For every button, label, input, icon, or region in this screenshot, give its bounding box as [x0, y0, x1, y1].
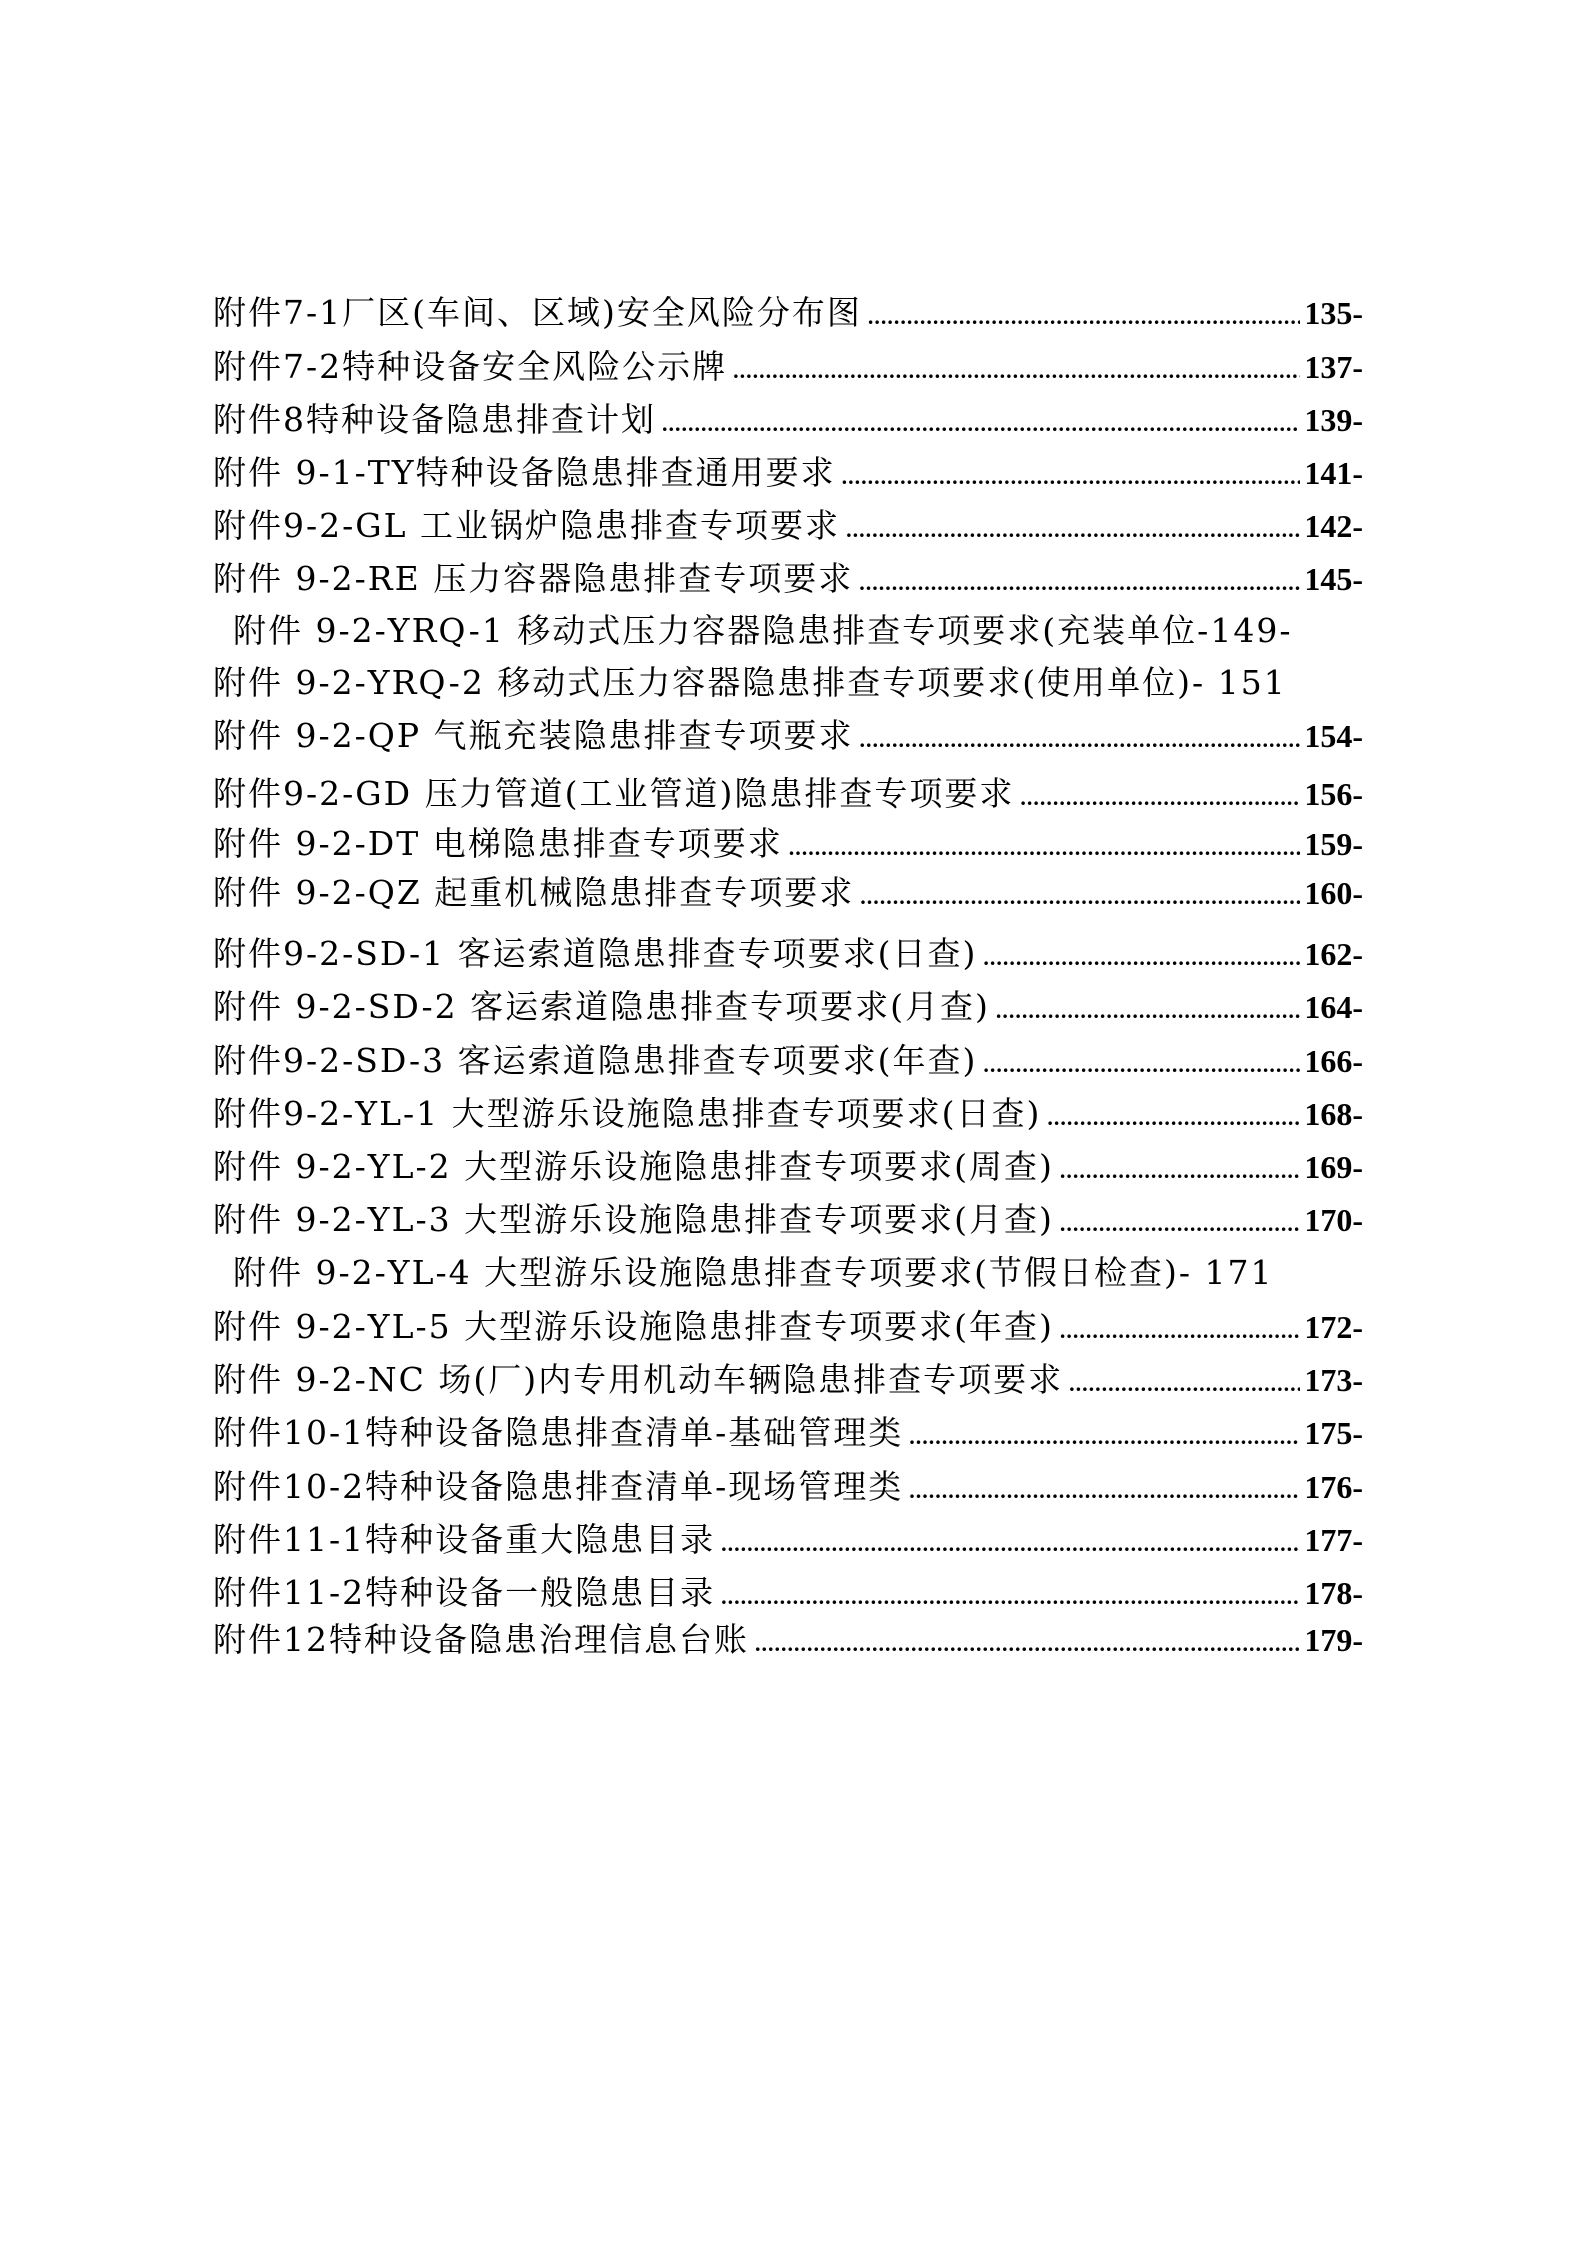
toc-dot-leader [1060, 1149, 1300, 1193]
toc-entry-page: 139- [1304, 402, 1363, 438]
toc-entry[interactable] [213, 1411, 1363, 1455]
toc-entry-page: 156- [1304, 776, 1363, 812]
toc-dot-leader [662, 402, 1300, 446]
toc-entry-page: 175- [1304, 1415, 1363, 1451]
toc-dot-leader [983, 1043, 1300, 1087]
toc-dot-leader [860, 718, 1301, 762]
toc-entry-title: 附件 9-2-YL-2 大型游乐设施隐患排查专项要求(周查) [213, 1147, 1054, 1186]
toc-entry-title: 附件11-1特种设备重大隐患目录 [213, 1520, 716, 1559]
toc-entry-title: 附件 9-2-DT 电梯隐患排查专项要求 [213, 824, 783, 863]
toc-dot-leader [996, 989, 1301, 1033]
toc-entry[interactable] [213, 1145, 1363, 1189]
toc-entry-title: 附件8特种设备隐患排查计划 [213, 400, 656, 439]
toc-entry-page: 141- [1304, 455, 1363, 491]
toc-entry-title: 附件9-2-SD-3 客运索道隐患排查专项要求(年查) [213, 1041, 978, 1080]
toc-entry-page: 176- [1304, 1469, 1363, 1505]
toc-entry-title: 附件 9-2-YL-4 大型游乐设施隐患排查专项要求(节假日检查)- 171 [233, 1253, 1274, 1292]
toc-entry[interactable] [213, 557, 1363, 601]
toc-entry-title: 附件9-2-YL-1 大型游乐设施隐患排查专项要求(日查) [213, 1094, 1042, 1133]
toc-entry[interactable] [213, 822, 1363, 866]
toc-dot-leader [846, 508, 1300, 552]
toc-dot-leader [909, 1469, 1300, 1513]
toc-entry-title: 附件 9-2-YRQ-1 移动式压力容器隐患排查专项要求(充装单位-149- [233, 611, 1293, 650]
toc-entry[interactable] [213, 1198, 1363, 1242]
toc-entry-page: 178- [1304, 1575, 1363, 1611]
toc-entry-page: 177- [1304, 1522, 1363, 1558]
toc-entry[interactable] [213, 932, 1363, 976]
toc-entry-page: 145- [1304, 561, 1363, 597]
toc-dot-leader [1020, 776, 1300, 820]
toc-entry[interactable] [213, 714, 1363, 758]
toc-entry[interactable] [213, 1571, 1363, 1615]
toc-entry-title: 附件 9-2-YRQ-2 移动式压力容器隐患排查专项要求(使用单位)- 151 [213, 663, 1287, 702]
toc-entry-title: 附件10-2特种设备隐患排查清单-现场管理类 [213, 1467, 904, 1506]
toc-entry[interactable] [213, 661, 1423, 705]
toc-entry-title: 附件9-2-SD-1 客运索道隐患排查专项要求(日查) [213, 934, 978, 973]
toc-entry-page: 160- [1304, 875, 1363, 911]
toc-entry-page: 159- [1304, 826, 1363, 862]
toc-entry[interactable] [213, 1092, 1363, 1136]
toc-dot-leader [755, 1622, 1300, 1666]
toc-entry[interactable] [213, 1358, 1363, 1402]
toc-entry[interactable] [213, 398, 1363, 442]
toc-entry-page: 142- [1304, 508, 1363, 544]
toc-entry[interactable] [213, 1518, 1363, 1562]
toc-dot-leader [868, 295, 1300, 339]
toc-entry-page: 168- [1304, 1096, 1363, 1132]
toc-entry-title: 附件 9-2-YL-5 大型游乐设施隐患排查专项要求(年查) [213, 1307, 1054, 1346]
toc-entry[interactable] [213, 871, 1363, 915]
toc-entry-title: 附件9-2-GD 压力管道(工业管道)隐患排查专项要求 [213, 774, 1015, 813]
toc-entry[interactable] [233, 609, 1423, 653]
toc-dot-leader [842, 455, 1301, 499]
toc-dot-leader [860, 875, 1300, 919]
toc-entry-title: 附件 9-2-QP 气瓶充装隐患排查专项要求 [213, 716, 854, 755]
toc-entry[interactable] [213, 1618, 1363, 1662]
toc-entry-page: 179- [1304, 1622, 1363, 1658]
toc-entry-page: 173- [1304, 1362, 1363, 1398]
toc-entry[interactable] [213, 1305, 1363, 1349]
toc-entry-title: 附件 9-2-RE 压力容器隐患排查专项要求 [213, 559, 854, 598]
toc-entry-title: 附件7-1厂区(车间、区域)安全风险分布图 [213, 293, 862, 332]
toc-entry-title: 附件11-2特种设备一般隐患目录 [213, 1573, 716, 1612]
toc-entry-page: 162- [1304, 936, 1363, 972]
toc-dot-leader [733, 349, 1300, 393]
toc-entry[interactable] [213, 1039, 1363, 1083]
toc-dot-leader [859, 561, 1300, 605]
toc-dot-leader [1069, 1362, 1300, 1406]
toc-entry[interactable] [213, 504, 1363, 548]
toc-entry-title: 附件12特种设备隐患治理信息台账 [213, 1620, 749, 1659]
toc-entry-page: 169- [1304, 1149, 1363, 1185]
toc-entry-title: 附件9-2-GL 工业锅炉隐患排查专项要求 [213, 506, 841, 545]
toc-entry-title: 附件 9-2-SD-2 客运索道隐患排查专项要求(月查) [213, 987, 990, 1026]
toc-entry-title: 附件 9-2-QZ 起重机械隐患排查专项要求 [213, 873, 855, 912]
toc-dot-leader [721, 1575, 1300, 1619]
toc-dot-leader [1047, 1096, 1300, 1140]
toc-entry-title: 附件 9-1-TY特种设备隐患排查通用要求 [213, 453, 836, 492]
toc-entry[interactable] [233, 1251, 1423, 1295]
toc-dot-leader [1060, 1309, 1300, 1353]
toc-entry-page: 164- [1304, 989, 1363, 1025]
toc-entry[interactable] [213, 985, 1363, 1029]
toc-entry-title: 附件7-2特种设备安全风险公示牌 [213, 347, 728, 386]
toc-entry-page: 154- [1304, 718, 1363, 754]
toc-dot-leader [789, 826, 1301, 870]
toc-entry-title: 附件 9-2-YL-3 大型游乐设施隐患排查专项要求(月查) [213, 1200, 1054, 1239]
toc-entry[interactable] [213, 772, 1363, 816]
toc-entry-page: 135- [1304, 295, 1363, 331]
toc-entry[interactable] [213, 451, 1363, 495]
toc-dot-leader [1060, 1202, 1300, 1246]
toc-entry-page: 137- [1304, 349, 1363, 385]
toc-entry-page: 170- [1304, 1202, 1363, 1238]
toc-dot-leader [721, 1522, 1300, 1566]
toc-entry-page: 172- [1304, 1309, 1363, 1345]
toc-entry-title: 附件 9-2-NC 场(厂)内专用机动车辆隐患排查专项要求 [213, 1360, 1064, 1399]
toc-entry[interactable] [213, 291, 1363, 335]
toc-entry-title: 附件10-1特种设备隐患排查清单-基础管理类 [213, 1413, 904, 1452]
toc-dot-leader [983, 936, 1300, 980]
toc-entry[interactable] [213, 1465, 1363, 1509]
toc-entry-page: 166- [1304, 1043, 1363, 1079]
toc-dot-leader [909, 1415, 1300, 1459]
toc-entry[interactable] [213, 345, 1363, 389]
